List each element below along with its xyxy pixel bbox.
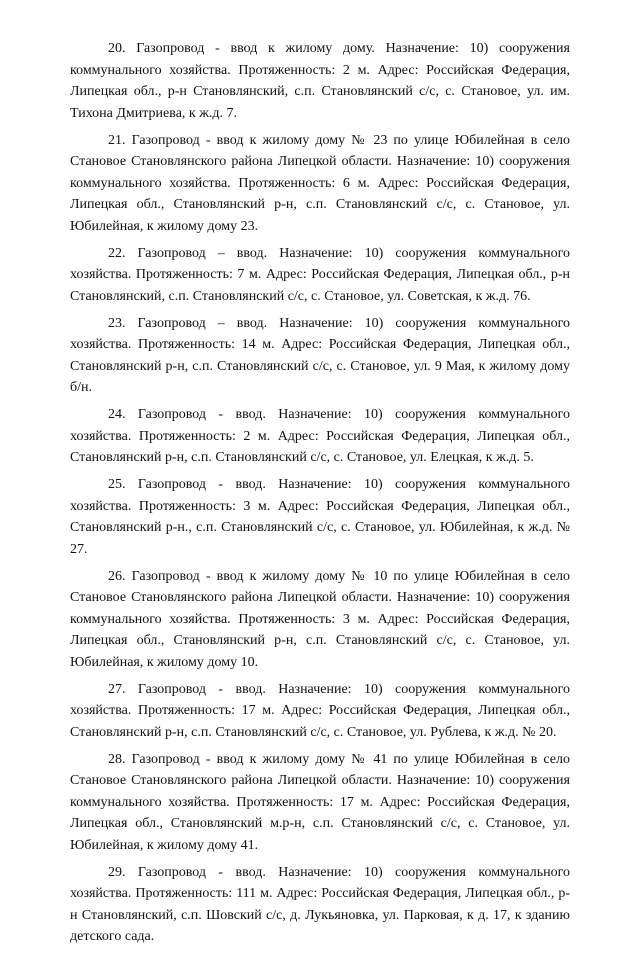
paragraph-item-24: 24. Газопровод - ввод. Назначение: 10) сооружения коммунального хозяйства. Протяженность: 2 м. Адрес: Российская Федерация, Липецкая обл., Становлянский р-н, с.п. Становлянский с/с, с. Становое, ул. Елецкая, к ж.д. 5. <box>70 407 570 465</box>
document-page <box>70 38 570 953</box>
paragraph-item-22: 22. Газопровод – ввод. Назначение: 10) сооружения коммунального хозяйства. Протяженность: 7 м. Адрес: Российская Федерация, Липецкая обл., р-н Становлянский, с.п. Становлянский с/с, с. Становое, ул. Советская, к ж.д. 76. <box>70 245 570 304</box>
paragraph-item-20: 20. Газопровод - ввод к жилому дому. Назначение: 10) сооружения коммунального хозяйства. Протяженность: 2 м. Адрес: Российская Федерация, Липецкая обл., р-н Становлянский, с.п. Становлянский с/с, с. Становое, ул. им. Тихона Дмитриева, к ж.д. 7. <box>70 41 570 121</box>
paragraph-item-27: 27. Газопровод - ввод. Назначение: 10) сооружения коммунального хозяйства. Протяженность: 17 м. Адрес: Российская Федерация, Липецкая обл., Становлянский р-н, с.п. Становлянский с/с, с. Становое, ул. Рублева, к ж.д. № 20. <box>70 681 570 740</box>
paragraph-item-25: 25. Газопровод - ввод. Назначение: 10) сооружения коммунального хозяйства. Протяженность: 3 м. Адрес: Российская Федерация, Липецкая обл., Становлянский р-н., с.п. Становлянский с/с, с. Становое, ул. Юбилейная, к ж.д. № 27. <box>70 477 570 557</box>
paragraph-item-26: 26. Газопровод - ввод к жилому дому № 10 по улице Юбилейная в село Становое Становлянского района Липецкой области. Назначение: 10) сооружения коммунального хозяйства. Протяженность: 3 м. Адрес: Российская Федерация, Липецкая обл., Становлянский р-н, с.п. Становлянский с/с, с. Становое, ул. Юбилейная, к жилому дому 10. <box>70 568 570 670</box>
paragraph-item-21: 21. Газопровод - ввод к жилому дому № 23 по улице Юбилейная в село Становое Становлянского района Липецкой области. Назначение: 10) сооружения коммунального хозяйства. Протяженность: 6 м. Адрес: Российская Федерация, Липецкая обл., Становлянский р-н, с.п. Становлянский с/с, с. Становое, ул. Юбилейная, к жилому дому 23. <box>70 132 570 234</box>
paragraph-item-23: 23. Газопровод – ввод. Назначение: 10) сооружения коммунального хозяйства. Протяженность: 14 м. Адрес: Российская Федерация, Липецкая обл., Становлянский р-н, с.п. Становлянский с/с, с. Становое, ул. 9 Мая, к жилому дому б/н. <box>70 315 570 395</box>
paragraph-item-28: 28. Газопровод - ввод к жилому дому № 41 по улице Юбилейная в село Становое Становлянского района Липецкой области. Назначение: 10) сооружения коммунального хозяйства. Протяженность: 17 м. Адрес: Российская Федерация, Липецкая обл., Становлянский м.р-н, с.п. Становлянский с/с, с. Становое, ул. Юбилейная, к жилому дому 41. <box>70 751 570 853</box>
paragraph-item-29: 29. Газопровод - ввод. Назначение: 10) сооружения коммунального хозяйства. Протяженность: 111 м. Адрес: Российская Федерация, Липецкая обл., р-н Становлянский, с.п. Шовский с/с, д. Лукьяновка, ул. Парковая, к д. 17, к зданию детского сада. <box>70 864 570 944</box>
